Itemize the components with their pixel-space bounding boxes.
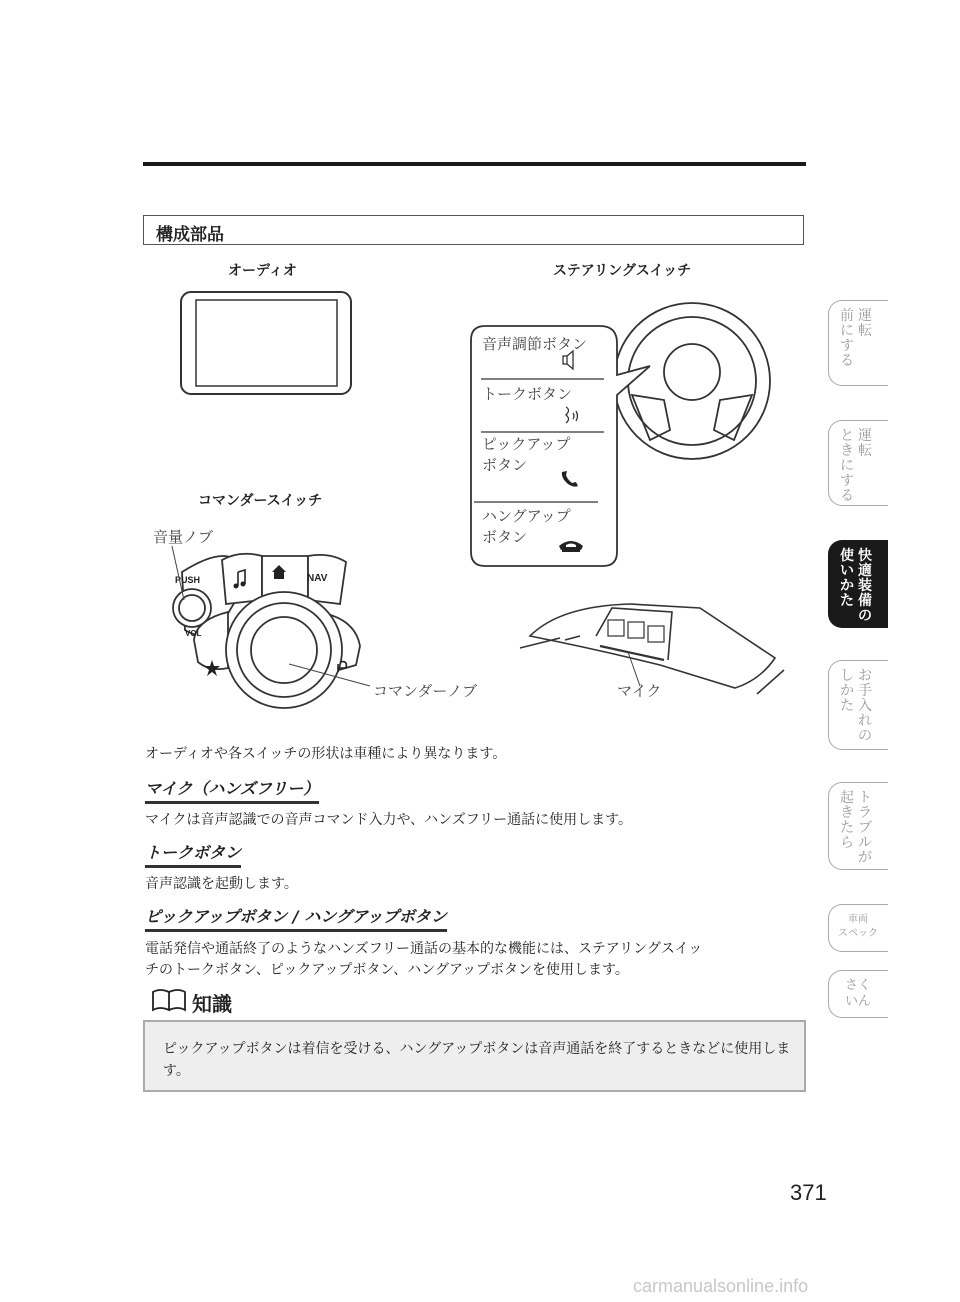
knowledge-title: 知識	[192, 992, 232, 1016]
vol-mark: VOL	[185, 629, 202, 638]
commander-knob-label: コマンダーノブ	[373, 682, 478, 700]
volume-knob-label: 音量ノブ	[153, 528, 214, 546]
push-mark: PUSH	[175, 575, 201, 585]
pickup-button-label-2: ボタン	[482, 456, 528, 474]
tab-label: トラブルが	[858, 790, 872, 866]
audio-label: オーディオ	[228, 263, 297, 279]
tab-label: しかた	[840, 668, 854, 714]
talk-paragraph: 音声認識を起動します。	[145, 876, 298, 892]
hangup-button-label-1: ハングアップ	[482, 507, 571, 525]
tab-label: 快適装備の	[858, 548, 872, 624]
tab-label: お手入れの	[858, 668, 872, 744]
mic-label: マイク	[617, 682, 662, 700]
tab-label: 運転	[858, 428, 872, 459]
mic-paragraph: マイクは音声認識での音声コマンド入力や、ハンズフリー通話に使用します。	[145, 812, 633, 828]
tab-before-driving[interactable]	[828, 300, 888, 386]
heading-mic: マイク（ハンズフリー）	[145, 776, 319, 804]
section-title: 構成部品	[156, 225, 224, 245]
tab-label: 車両	[848, 914, 868, 925]
pickup-button-label-1: ピックアップ	[482, 435, 571, 453]
steering-switch-label: ステアリングスイッチ	[553, 263, 692, 279]
tab-while-driving[interactable]	[828, 420, 888, 506]
commander-switch-label: コマンダースイッチ	[198, 493, 323, 509]
overhead-console-drawing	[520, 604, 784, 694]
tab-label: ときにする	[840, 428, 854, 504]
tab-troubleshooting[interactable]	[828, 782, 888, 870]
page-number: 371	[790, 1180, 827, 1205]
talk-button-label: トークボタン	[482, 385, 573, 403]
tab-label: 起きたら	[840, 790, 854, 851]
tab-label: 使いかた	[840, 548, 854, 609]
knowledge-box	[143, 1020, 806, 1092]
volume-button-label: 音声調節ボタン	[482, 335, 588, 353]
heading-talk: トークボタン	[145, 840, 241, 868]
note-text: オーディオや各スイッチの形状は車種により異なります。	[145, 746, 507, 762]
pickup-paragraph-2: チのトークボタン、ピックアップボタン、ハングアップボタンを使用します。	[145, 962, 629, 978]
heading-pickup-hangup: ピックアップボタン / ハングアップボタン	[145, 904, 447, 932]
tab-maintenance[interactable]	[828, 660, 888, 750]
knowledge-text: ピックアップボタンは着信を受ける、ハングアップボタンは音声通話を終了するときなどに使用します。	[163, 1041, 791, 1079]
book-icon	[150, 986, 190, 1016]
steering-wheel-drawing	[614, 303, 770, 459]
pickup-paragraph-1: 電話発信や通話終了のようなハンズフリー通話の基本的な機能には、ステアリングスイッ	[145, 941, 703, 957]
tab-specifications[interactable]	[828, 904, 888, 952]
tab-label: 前にする	[840, 308, 854, 369]
tab-label: 運転	[858, 308, 872, 339]
hangup-button-label-2: ボタン	[482, 528, 528, 546]
audio-display-drawing	[181, 292, 351, 394]
tab-label: スペック	[838, 928, 878, 939]
tab-index[interactable]	[828, 970, 888, 1018]
watermark: carmanualsonline.info	[633, 1276, 809, 1296]
tab-label: いん	[844, 994, 871, 1009]
tab-label: さく	[844, 978, 871, 993]
nav-mark: NAV	[307, 573, 328, 584]
tab-comfort-features[interactable]	[828, 540, 888, 628]
